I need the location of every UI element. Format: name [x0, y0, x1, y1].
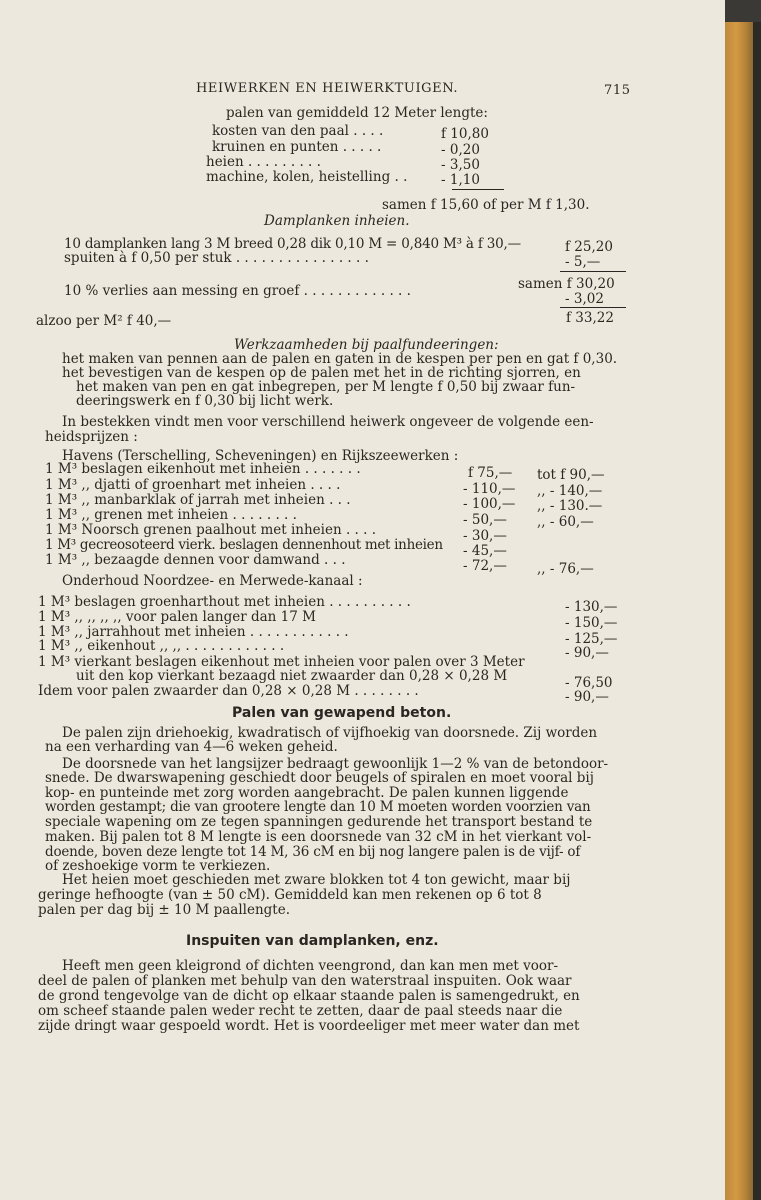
beton-heading: Palen van gewapend beton. — [232, 705, 452, 721]
book-cover-edge — [753, 22, 761, 1200]
damplanken-value: - 5,— — [565, 254, 601, 270]
beton-line: palen per dag bij ± 10 M paallengte. — [38, 902, 291, 918]
beton-line: doende, boven deze lengte tot 14 M, 36 cM en bij nog langere palen is de vijf- of — [45, 844, 581, 860]
havens-row-from: - 45,— — [463, 543, 507, 559]
beton-line: De doorsnede van het langsijzer bedraagt gewoonlijk 1—2 % van de betondoor- — [62, 756, 609, 772]
palen-row-value: - 1,10 — [441, 172, 480, 188]
palen-row-label: kosten van den paal . . . . — [212, 123, 384, 139]
werkzaamheden-heading: Werkzaamheden bij paalfundeeringen: — [234, 337, 499, 353]
verlies-line: 10 % verlies aan messing en groef . . . . . . . . . . . . . — [64, 283, 411, 299]
werkzaamheden-line: heidsprijzen : — [45, 429, 138, 445]
havens-row-from: - 72,— — [463, 558, 507, 574]
havens-row-label: 1 M³ ,, manbarklak of jarrah met inheien . . . — [45, 492, 351, 508]
onderhoud-row-label: 1 M³ vierkant beslagen eikenhout met inheien voor palen over 3 Meter — [38, 654, 525, 670]
werkzaamheden-line: In bestekken vindt men voor verschillend heiwerk ongeveer de volgende een- — [62, 414, 594, 430]
damplanken-heading: Damplanken inheien. — [264, 213, 410, 229]
inspuiten-line: de grond tengevolge van de dicht op elkaar staande palen is samengedrukt, en — [38, 988, 580, 1004]
havens-row-to: ,, - 130.— — [537, 498, 603, 514]
werkzaamheden-line: deeringswerk en f 0,30 bij licht werk. — [76, 393, 334, 409]
beton-line: De palen zijn driehoekig, kwadratisch of vijfhoekig van doorsnede. Zij worden — [62, 725, 598, 741]
werkzaamheden-line: het maken van pennen aan de palen en gaten in de kespen per pen en gat f 0,30. — [62, 351, 618, 367]
havens-row-to: ,, - 76,— — [537, 561, 594, 577]
onderhoud-row-value: - 150,— — [565, 615, 618, 631]
havens-row-to: tot f 90,— — [537, 467, 605, 483]
page-edge — [725, 22, 753, 1200]
beton-line: na een verharding van 4—6 weken geheid. — [45, 739, 338, 755]
onderhoud-row-label: 1 M³ ,, eikenhout ,, ,, . . . . . . . . . . . . — [38, 638, 285, 654]
palen-row-label: machine, kolen, heistelling . . — [206, 169, 408, 185]
sum-rule — [560, 307, 626, 308]
havens-row-label: 1 M³ ,, grenen met inheien . . . . . . . . — [45, 507, 297, 523]
palen-total: samen f 15,60 of per M f 1,30. — [382, 197, 590, 213]
havens-row-label: 1 M³ ,, djatti of groenhart met inheien . . . . — [45, 477, 341, 493]
beton-line: speciale wapening om ze tegen spanningen gedurende het transport bestand te — [45, 814, 593, 830]
onderhoud-row-value: - 125,— — [565, 631, 618, 647]
palen-row-label: kruinen en punten . . . . . — [212, 139, 382, 155]
havens-heading: Havens (Terschelling, Scheveningen) en Rijkszeewerken : — [62, 448, 459, 464]
onderhoud-row-label: 1 M³ ,, ,, ,, ,, voor palen langer dan 17 M — [38, 609, 316, 625]
beton-line: kop- en punteinde met zorg worden aangebracht. De palen kunnen liggende — [45, 785, 569, 801]
beton-line: snede. De dwarswapening geschiedt door beugels of spiralen en moet vooral bij — [45, 770, 594, 786]
palen-heading: palen van gemiddeld 12 Meter lengte: — [226, 105, 488, 121]
beton-line: worden gestampt; die van grootere lengte dan 10 M moeten worden voorzien van — [45, 799, 591, 815]
onderhoud-row-value: - 90,— — [565, 645, 609, 661]
onderhoud-row-label: 1 M³ ,, jarrahhout met inheien . . . . . . . . . . . . — [38, 624, 349, 640]
damplanken-line: 10 damplanken lang 3 M breed 0,28 dik 0,10 M = 0,840 M³ à f 30,— — [64, 236, 521, 252]
inspuiten-line: zijde dringt waar gespoeld wordt. Het is voordeeliger met meer water dan met — [38, 1018, 580, 1034]
havens-row-from: - 50,— — [463, 512, 507, 528]
onderhoud-heading: Onderhoud Noordzee- en Merwede-kanaal : — [62, 573, 363, 589]
inspuiten-line: Heeft men geen kleigrond of dichten veengrond, dan kan men met voor- — [62, 958, 559, 974]
onderhoud-row-label: 1 M³ beslagen groenharthout met inheien . . . . . . . . . . — [38, 594, 411, 610]
havens-row-label: 1 M³ ,, bezaagde dennen voor damwand . . . — [45, 552, 346, 568]
inspuiten-line: om scheef staande palen weder recht te zetten, daar de paal steeds naar die — [38, 1003, 563, 1019]
werkzaamheden-line: het maken van pen en gat inbegrepen, per M lengte f 0,50 bij zwaar fun- — [76, 379, 576, 395]
beton-line: geringe hefhoogte (van ± 50 cM). Gemiddeld kan men rekenen op 6 tot 8 — [38, 887, 542, 903]
page-number: 715 — [604, 83, 631, 98]
onderhoud-row-label: Idem voor palen zwaarder dan 0,28 × 0,28 M . . . . . . . . — [38, 683, 419, 699]
verlies-value: - 3,02 — [565, 291, 604, 307]
werkzaamheden-line: het bevestigen van de kespen op de palen met het in de richting sjorren, en — [62, 365, 581, 381]
havens-row-from: f 75,— — [468, 465, 513, 481]
beton-line: of zeshoekige vorm te verkiezen. — [45, 858, 271, 874]
palen-row-label: heien . . . . . . . . . — [206, 154, 321, 170]
onderhoud-row-label: uit den kop vierkant bezaagd niet zwaarder dan 0,28 × 0,28 M — [76, 668, 508, 684]
damplanken-value: f 25,20 — [565, 239, 613, 255]
running-header-title: HEIWERKEN EN HEIWERKTUIGEN. — [196, 81, 459, 96]
havens-row-from: - 100,— — [463, 496, 516, 512]
onderhoud-row-value: - 130,— — [565, 599, 618, 615]
havens-row-label: 1 M³ gecreosoteerd vierk. beslagen dennenhout met inheien — [45, 537, 443, 553]
damplanken-total: f 33,22 — [566, 310, 614, 326]
beton-line: Het heien moet geschieden met zware blokken tot 4 ton gewicht, maar bij — [62, 872, 571, 888]
havens-row-to: ,, - 60,— — [537, 514, 594, 530]
havens-row-to: ,, - 140,— — [537, 483, 603, 499]
sum-rule — [452, 189, 504, 190]
beton-line: maken. Bij palen tot 8 M lengte is een doorsnede van 32 cM in het vierkant vol- — [45, 829, 592, 845]
alzoo-line: alzoo per M² f 40,— — [36, 313, 172, 329]
havens-row-from: - 30,— — [463, 528, 507, 544]
inspuiten-heading: Inspuiten van damplanken, enz. — [186, 933, 439, 949]
sum-rule — [560, 271, 626, 272]
onderhoud-row-value: - 76,50 — [565, 675, 613, 691]
inspuiten-line: deel de palen of planken met behulp van den waterstraal inspuiten. Ook waar — [38, 973, 572, 989]
havens-row-label: 1 M³ Noorsch grenen paalhout met inheien . . . . — [45, 522, 376, 538]
palen-row-value: f 10,80 — [441, 126, 489, 142]
palen-row-value: - 0,20 — [441, 142, 480, 158]
havens-row-label: 1 M³ beslagen eikenhout met inheien . . . . . . . — [45, 461, 361, 477]
damplanken-samen: samen f 30,20 — [518, 276, 615, 292]
damplanken-line: spuiten à f 0,50 per stuk . . . . . . . . . . . . . . . . — [64, 250, 369, 266]
palen-row-value: - 3,50 — [441, 157, 480, 173]
havens-row-from: - 110,— — [463, 481, 516, 497]
onderhoud-row-value: - 90,— — [565, 689, 609, 705]
